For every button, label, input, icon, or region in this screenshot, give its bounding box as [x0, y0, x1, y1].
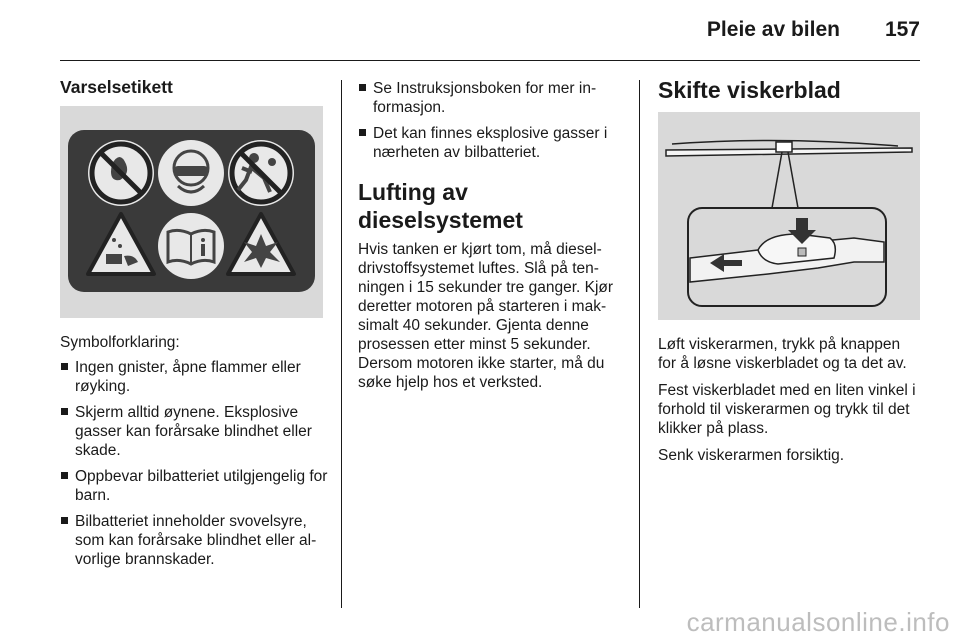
list-item: Det kan finnes eksplosive gasser i nærheten av bilbatteriet.: [358, 124, 626, 162]
section-heading-wiper-blade: Skifte viskerblad: [658, 77, 841, 103]
eye-protection-icon: [158, 140, 224, 206]
middle-column: [358, 79, 626, 400]
list-item: Ingen gnister, åpne flammer eller røyking.: [60, 358, 328, 396]
left-column: [60, 78, 328, 97]
wiper-paragraph: Senk viskerarmen forsiktig.: [658, 447, 845, 464]
right-column: [658, 76, 922, 110]
warning-list-continued: [358, 79, 626, 162]
right-column-text: [658, 335, 922, 473]
read-manual-icon: [158, 213, 224, 279]
wiper-paragraph: Løft viskerarmen, trykk på knappen for å løsne viskerbladet og ta det av.: [658, 336, 907, 372]
diesel-venting-paragraph: Hvis tanken er kjørt tom, må dieseldrivstoffsystemet luftes. Slå på tenningen i 15 sekunder tre ganger. Kjør deretter motoren på starteren i maksimalt 40 sekunder. Gjenta denne prosessen etter minst 5 sekunder. Dersom motoren ikke starter, må du søke hjelp hos et verksted.: [358, 241, 614, 391]
list-item: Oppbevar bilbatteriet utilgjengelig for barn.: [60, 467, 328, 505]
page-number: 157: [884, 18, 920, 41]
section-heading-warning-label: Varselsetikett: [60, 77, 173, 97]
warning-label-illustration: [60, 106, 323, 318]
wiper-blade-release-icon: [658, 112, 920, 320]
list-item: Se Instruksjonsboken for mer informasjon.: [358, 79, 626, 117]
left-column-legend: [60, 333, 328, 576]
keep-children-away-icon: [228, 140, 294, 206]
column-divider: [341, 80, 342, 608]
page-header-title: Pleie av bilen: [706, 18, 840, 41]
list-item: Skjerm alltid øynene. Eksplosive gasser kan forårsake blindhet eller skade.: [60, 403, 328, 460]
no-fire-icon: [88, 140, 154, 206]
wiper-blade-figure: [658, 112, 920, 320]
warning-label-figure: [60, 106, 323, 318]
wiper-paragraph: Fest viskerbladet med en liten vinkel i forhold til viskerarmen og trykk til det klikker på plass.: [658, 382, 916, 437]
header-rule: [60, 60, 920, 61]
legend-intro: Symbolforklaring:: [60, 334, 180, 351]
column-divider: [639, 80, 640, 608]
watermark: carmanualsonline.info: [686, 607, 950, 637]
legend-list: [60, 358, 328, 569]
section-heading-diesel-venting: Lufting av dieselsystemet: [358, 179, 523, 233]
list-item: Bilbatteriet inneholder svovelsyre, som kan forårsake blindhet eller alvorlige brannskader.: [60, 512, 328, 569]
